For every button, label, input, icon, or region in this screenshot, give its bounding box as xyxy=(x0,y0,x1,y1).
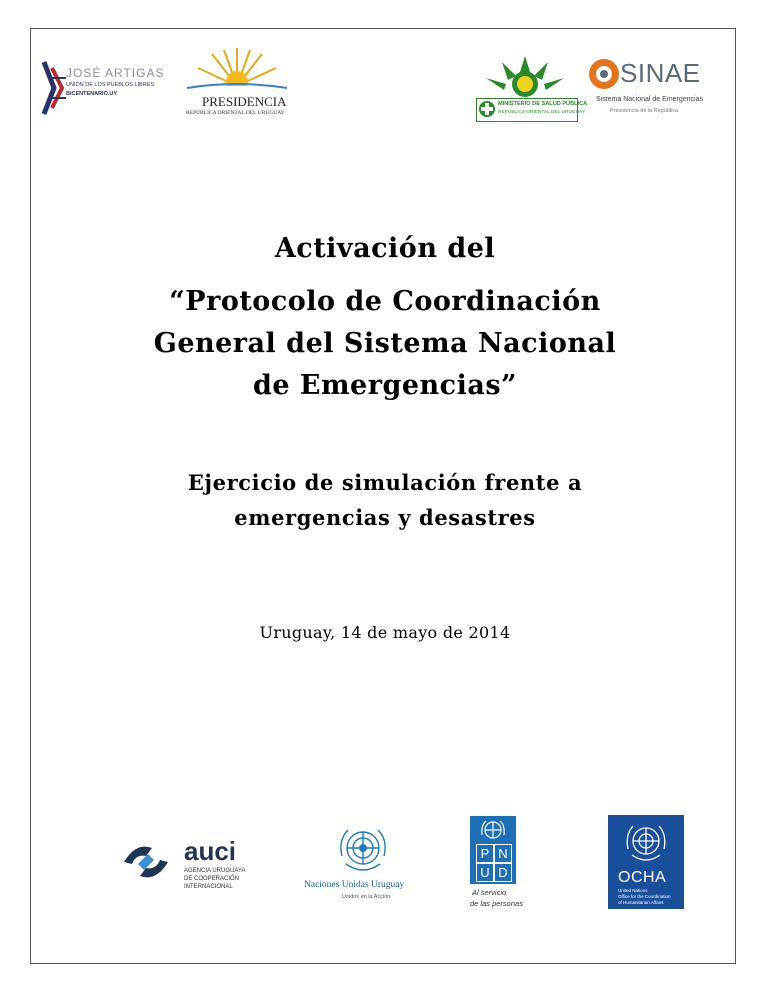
pnud-d: D xyxy=(494,863,512,882)
msp-line2: REPÚBLICA ORIENTAL DEL URUGUAY xyxy=(498,110,586,115)
auci-logo xyxy=(118,834,278,894)
presidencia-logo xyxy=(182,46,292,122)
pnud-u: U xyxy=(476,863,494,882)
sinae-line2: Presidencia de la República xyxy=(610,108,679,114)
pnud-logo xyxy=(470,816,530,914)
artigas-line2: UNIÓN DE LOS PUEBLOS LIBRES xyxy=(66,82,155,88)
ocha-line3: of Humanitarian Affairs xyxy=(618,900,664,905)
ocha-name: OCHA xyxy=(618,869,667,886)
artigas-logo xyxy=(40,58,180,118)
ocha-un-emblem-icon xyxy=(622,821,670,865)
un-tagline: Unidos en la Acción xyxy=(342,894,391,900)
presidencia-sub: REPÚBLICA ORIENTAL DEL URUGUAY xyxy=(186,110,285,116)
msp-sun-icon xyxy=(472,52,578,98)
subtitle-line-1: Ejercicio de simulación frente a xyxy=(187,470,583,495)
sun-emblem-icon xyxy=(182,46,292,92)
cross-icon xyxy=(478,100,496,118)
sinae-line1: Sistema Nacional de Emergencias xyxy=(596,96,703,103)
sinae-name: SINAE xyxy=(620,58,701,88)
auci-line3: INTERNACIONAL xyxy=(184,884,233,890)
pnud-emblem-icon xyxy=(479,819,507,843)
ocha-logo xyxy=(608,815,684,909)
sinae-emblem-icon xyxy=(586,56,622,92)
auci-line2: DE COOPERACIÓN xyxy=(184,876,240,882)
pnud-n: N xyxy=(494,844,512,863)
presidencia-name: PRESIDENCIA xyxy=(202,94,287,109)
pnud-tagline-2: de las personas xyxy=(470,899,523,908)
un-uruguay-logo xyxy=(298,822,428,904)
un-name: Naciones Unidas Uruguay xyxy=(304,880,405,890)
title-line-2: “Protocolo de Coordinación xyxy=(169,286,601,317)
msp-line1: MINISTERIO DE SALUD PÚBLICA xyxy=(498,101,588,107)
sinae-logo xyxy=(586,56,726,126)
auci-line1: AGENCIA URUGUAYA xyxy=(184,868,246,874)
un-emblem-icon xyxy=(334,822,392,878)
artigas-line3: BICENTENARIO.UY xyxy=(66,91,118,97)
subtitle-line-2: emergencias y desastres xyxy=(234,505,536,530)
ocha-line2: Office for the Coordination xyxy=(618,894,671,899)
auci-hands-icon xyxy=(118,834,174,890)
title-line-1: Activación del xyxy=(274,233,496,264)
ocha-line1: United Nations xyxy=(618,888,648,893)
title-line-3: General del Sistema Nacional xyxy=(153,328,617,359)
title-line-4: de Emergencias” xyxy=(252,370,518,401)
date-line: Uruguay, 14 de mayo de 2014 xyxy=(259,623,511,642)
msp-logo xyxy=(472,52,588,124)
artigas-line1: JOSÉ ARTIGAS xyxy=(66,66,165,80)
auci-name: auci xyxy=(184,836,237,866)
pnud-p: P xyxy=(476,844,494,863)
pnud-tagline-1: Al servicio xyxy=(472,888,507,897)
